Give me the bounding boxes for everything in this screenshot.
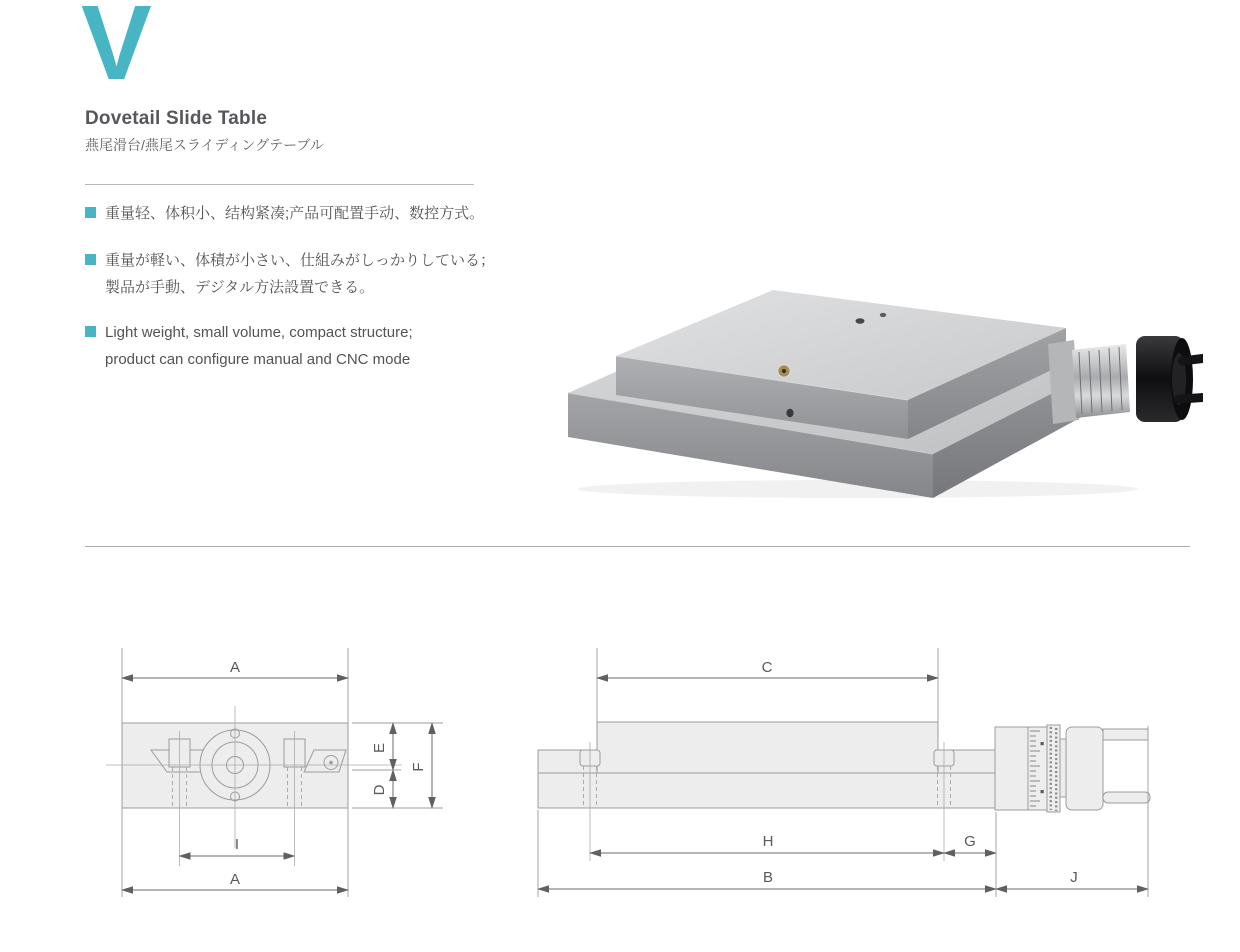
feature-line-1: 重量が軽い、体積が小さい、仕組みがしっかりしている； bbox=[105, 252, 496, 269]
handle-pin-top bbox=[1103, 729, 1148, 740]
brass-screw-center bbox=[782, 369, 786, 373]
dim-label-e: E bbox=[371, 742, 388, 754]
dim-label-a-top: A bbox=[229, 659, 241, 676]
bullet-square-icon bbox=[85, 207, 96, 218]
feature-item-cn bbox=[85, 200, 565, 227]
top-hole bbox=[856, 318, 865, 324]
thimble bbox=[1066, 727, 1103, 810]
feature-text bbox=[105, 247, 495, 301]
barrel-index-dot bbox=[1041, 742, 1044, 745]
feature-line-1: Light weight, small volume, compact structure; bbox=[105, 324, 413, 341]
dim-label-a-bottom: A bbox=[229, 871, 241, 888]
mount-bracket bbox=[995, 727, 1028, 810]
bullet-square-icon bbox=[85, 254, 96, 265]
side-view-svg bbox=[520, 630, 1180, 920]
dim-label-d: D bbox=[371, 784, 388, 796]
micrometer-drawing bbox=[995, 725, 1150, 812]
feature-text: 重量轻、体积小、结构紧凑;产品可配置手动、数控方式。 bbox=[105, 205, 485, 222]
series-logo-v: V bbox=[81, 0, 150, 102]
feature-line-2: product can configure manual and CNC mode bbox=[105, 351, 411, 368]
top-hole bbox=[880, 313, 886, 317]
base-front-hole bbox=[786, 409, 793, 417]
feature-line-2: 製品が手動、デジタル方法設置できる。 bbox=[105, 279, 375, 296]
dim-label-c: C bbox=[761, 659, 773, 676]
dim-label-f: F bbox=[410, 762, 427, 772]
page-subtitle: 燕尾滑台/燕尾スライディングテーブル bbox=[85, 137, 324, 153]
knurled-ring bbox=[1047, 725, 1060, 812]
side-view-drawing bbox=[520, 630, 1180, 920]
dim-label-i: I bbox=[234, 836, 240, 853]
header-rule bbox=[85, 184, 474, 185]
step-ring bbox=[1060, 739, 1066, 797]
dim-label-h: H bbox=[762, 833, 774, 850]
front-view-drawing bbox=[80, 630, 470, 920]
graduated-barrel bbox=[1028, 727, 1047, 810]
front-view-svg bbox=[80, 630, 470, 920]
bullet-square-icon bbox=[85, 326, 96, 337]
product-photo bbox=[558, 258, 1203, 503]
barrel-index-dot bbox=[1041, 790, 1044, 793]
dim-label-b: B bbox=[762, 869, 774, 886]
handle-pin-bottom bbox=[1103, 792, 1150, 803]
section-divider bbox=[85, 546, 1190, 547]
feature-item-en bbox=[85, 319, 565, 373]
product-photo-svg bbox=[558, 258, 1203, 503]
page-title: Dovetail Slide Table bbox=[85, 108, 268, 129]
side-body bbox=[538, 722, 1150, 861]
feature-text bbox=[105, 319, 413, 373]
micrometer-head bbox=[1048, 336, 1203, 424]
gib-lock-center bbox=[329, 761, 333, 765]
dim-label-g: G bbox=[964, 833, 976, 850]
feature-item-jp bbox=[85, 247, 565, 301]
slide-table bbox=[597, 722, 938, 773]
dim-label-j: J bbox=[1070, 869, 1078, 886]
front-body bbox=[106, 706, 402, 866]
